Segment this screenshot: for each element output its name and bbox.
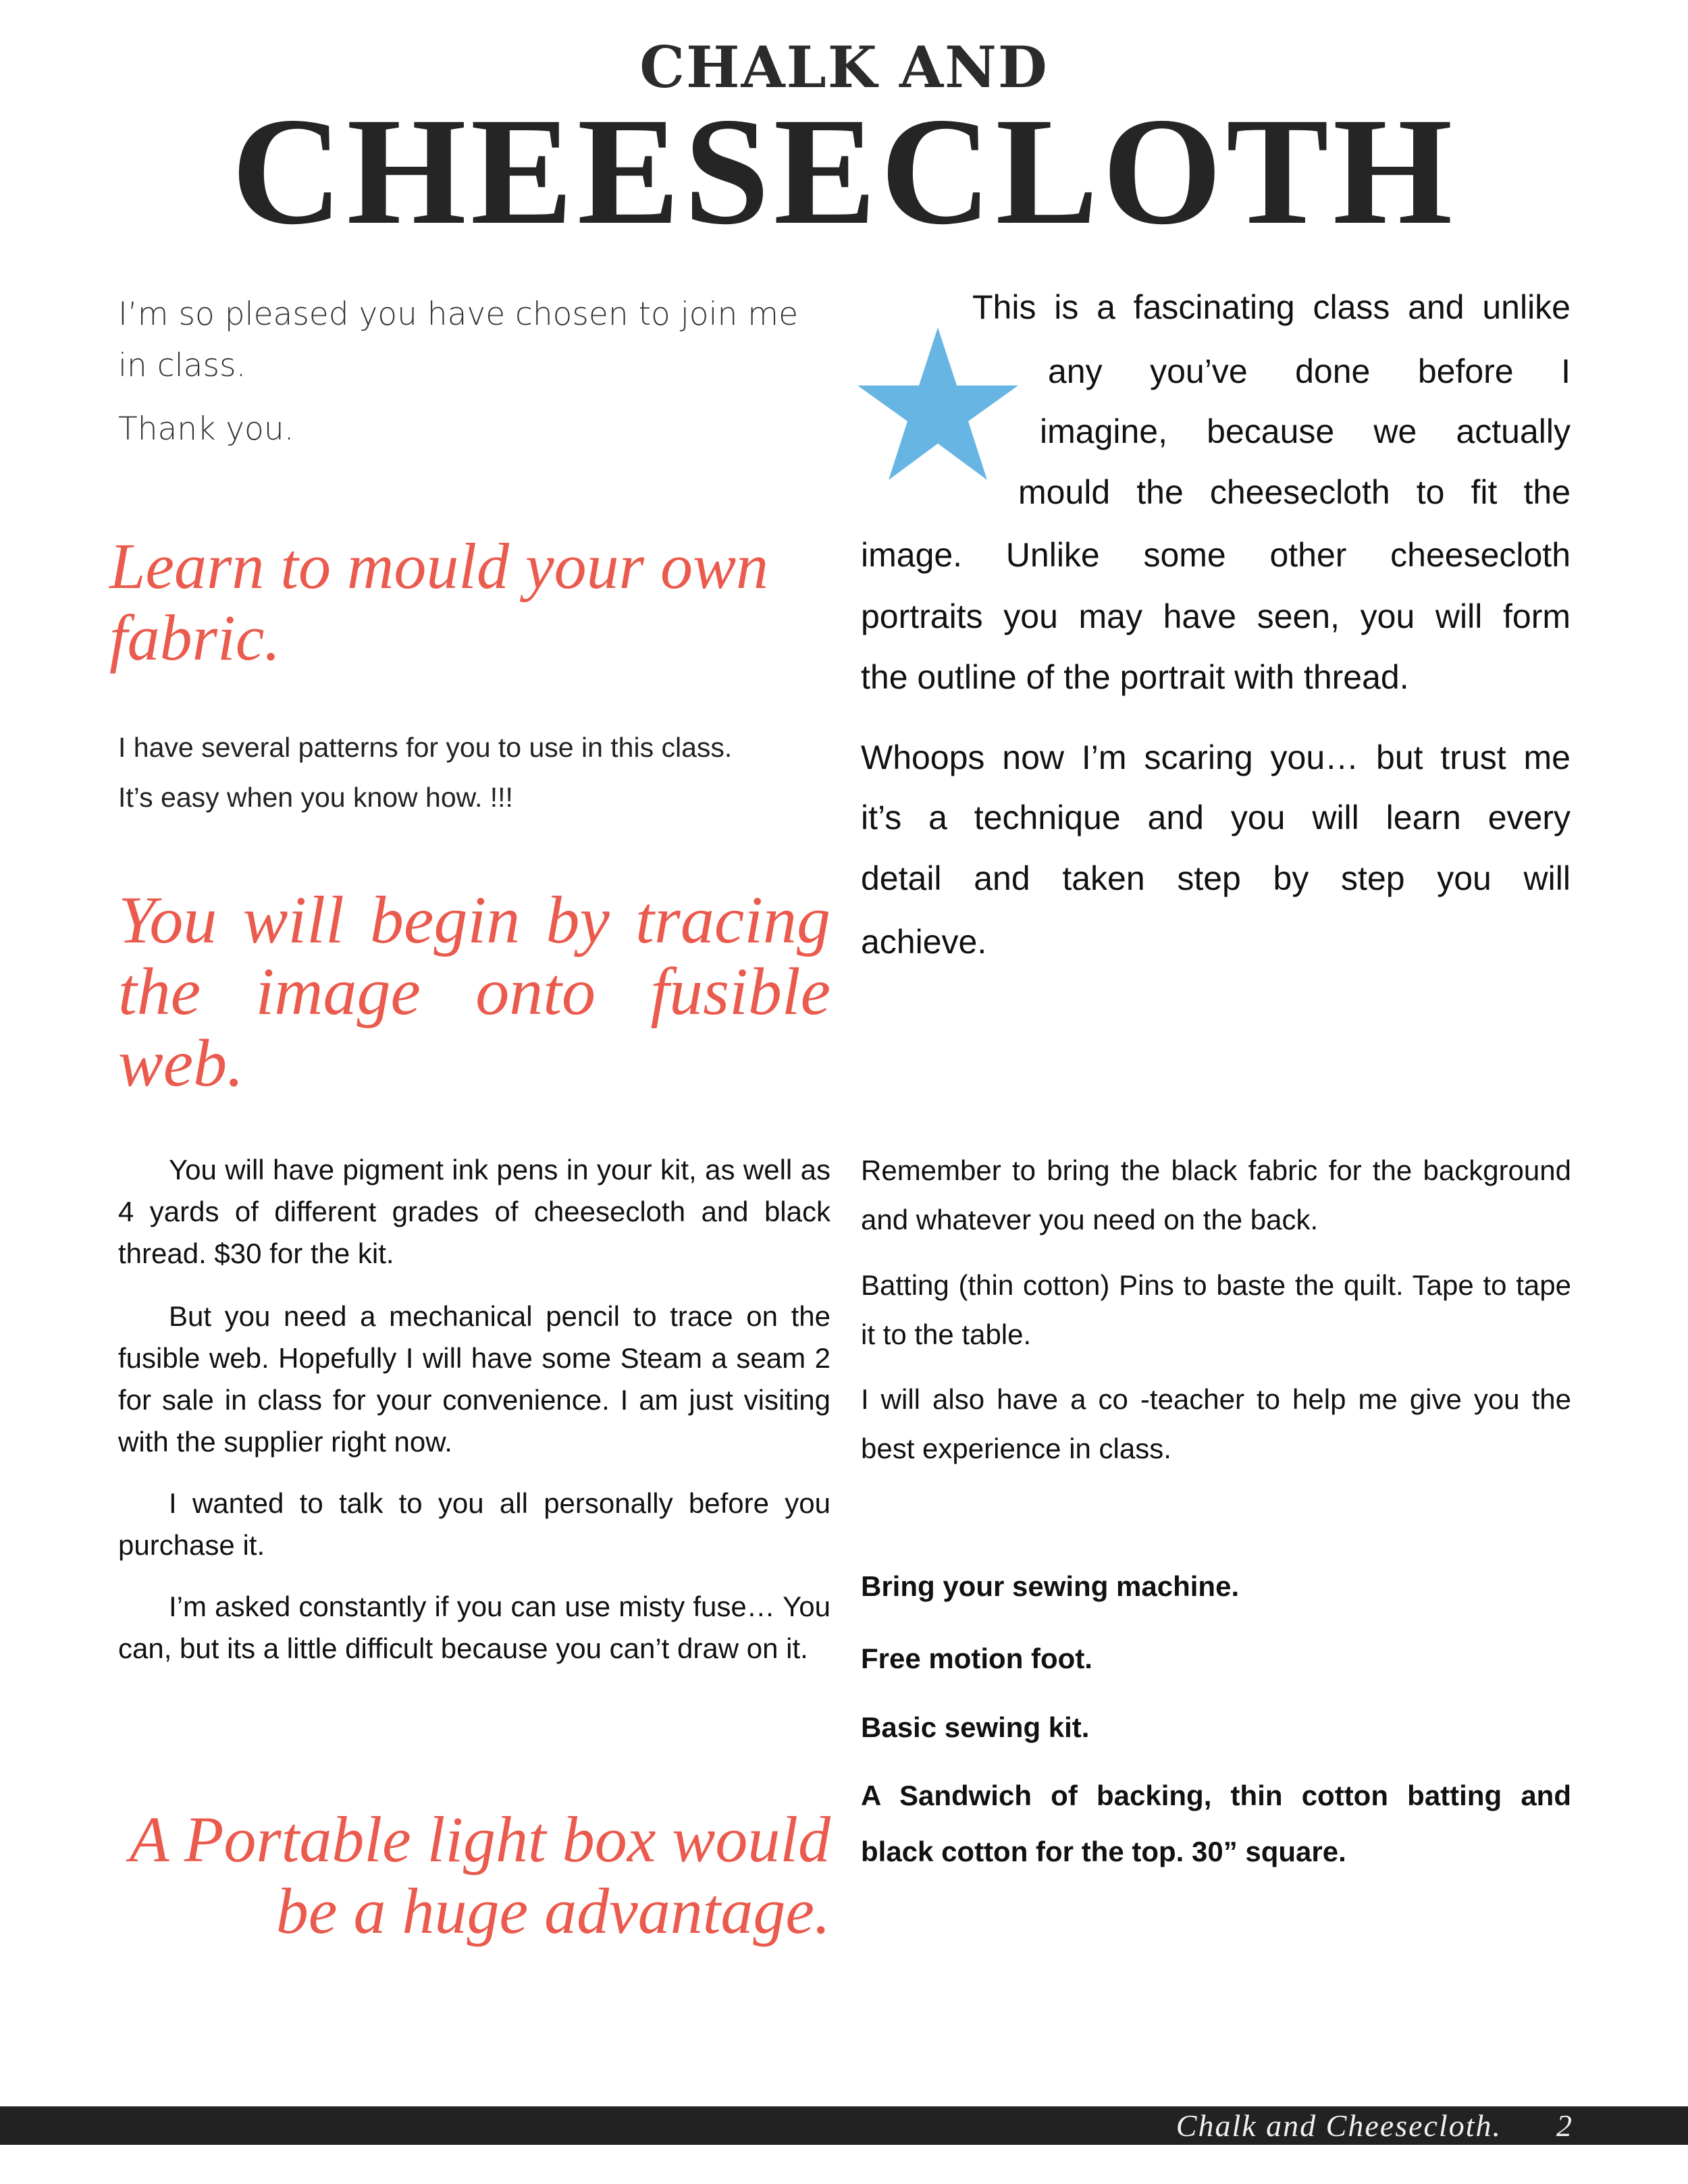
title-top: CHALK AND <box>639 34 1049 101</box>
right-intro-line-4: mould the cheesecloth to fit the <box>1018 473 1571 511</box>
footer-spacer <box>1502 2108 1556 2143</box>
coteacher-paragraph: I will also have a co -teacher to help me give you the best experience in class. <box>861 1383 1571 1464</box>
footer <box>1176 2106 1573 2145</box>
supply-sandwich: A Sandwich of backing, thin cotton batting and black cotton for the top. 30” square. <box>861 1780 1571 1867</box>
right-intro-line-2: any you’ve done before I <box>1048 352 1571 390</box>
patterns-line-1: I have several patterns for you to use in this class. <box>118 732 733 763</box>
star-icon <box>858 327 1018 489</box>
supply-foot: Free motion foot. <box>861 1643 1092 1674</box>
pencil-paragraph: But you need a mechanical pencil to trace on the fusible web. Hopefully I will have some Steam a seam 2 for sale in class for your convenience. I am just visiting with the supplier right now. <box>118 1300 830 1458</box>
whoops-line-4: achieve. <box>861 923 987 961</box>
right-intro-line-6: portraits you may have seen, you will form <box>861 597 1571 635</box>
star-shape <box>858 327 1018 480</box>
heading-lightbox: A Portable light box would be a huge advantage. <box>129 1803 830 1947</box>
heading-tracing: You will begin by tracing the image onto fusible web. <box>118 882 830 1100</box>
footer-title: Chalk and Cheesecloth. <box>1176 2108 1502 2143</box>
supply-machine: Bring your sewing machine. <box>861 1570 1240 1602</box>
whoops-line-1: Whoops now I’m scaring you… but trust me <box>861 739 1571 776</box>
whoops-line-3: detail and taken step by step you will <box>861 859 1571 897</box>
batting-paragraph: Batting (thin cotton) Pins to baste the quilt. Tape to tape it to the table. <box>861 1269 1571 1350</box>
black-fabric-paragraph: Remember to bring the black fabric for the background and whatever you need on the back. <box>861 1154 1571 1235</box>
page-number: 2 <box>1556 2108 1573 2143</box>
patterns-line-2: It’s easy when you know how. !!! <box>118 782 513 813</box>
right-intro-line-3: imagine, because we actually <box>1040 412 1571 450</box>
intro-thanks: Thank you. <box>118 410 294 448</box>
mistyfuse-paragraph: I’m asked constantly if you can use misty fuse… You can, but its a little difficult because you can’t draw on it. <box>118 1591 830 1664</box>
intro-greeting: I’m so pleased you have chosen to join me in class. <box>118 296 798 384</box>
right-intro-line-7: the outline of the portrait with thread. <box>861 658 1409 696</box>
heading-mould: Learn to mould your own fabric. <box>109 530 769 674</box>
supply-kit: Basic sewing kit. <box>861 1711 1090 1743</box>
kit-paragraph: You will have pigment ink pens in your kit, as well as 4 yards of different grades of cheesecloth and black thread. $30 for the kit. <box>118 1154 830 1269</box>
page-title: CHEESECLOTH <box>231 86 1457 257</box>
right-intro-line-1: This is a fascinating class and unlike <box>972 288 1571 326</box>
personal-paragraph: I wanted to talk to you all personally before you purchase it. <box>118 1487 830 1561</box>
right-intro-line-5: image. Unlike some other cheesecloth <box>861 536 1571 574</box>
whoops-line-2: it’s a technique and you will learn every <box>861 799 1571 836</box>
